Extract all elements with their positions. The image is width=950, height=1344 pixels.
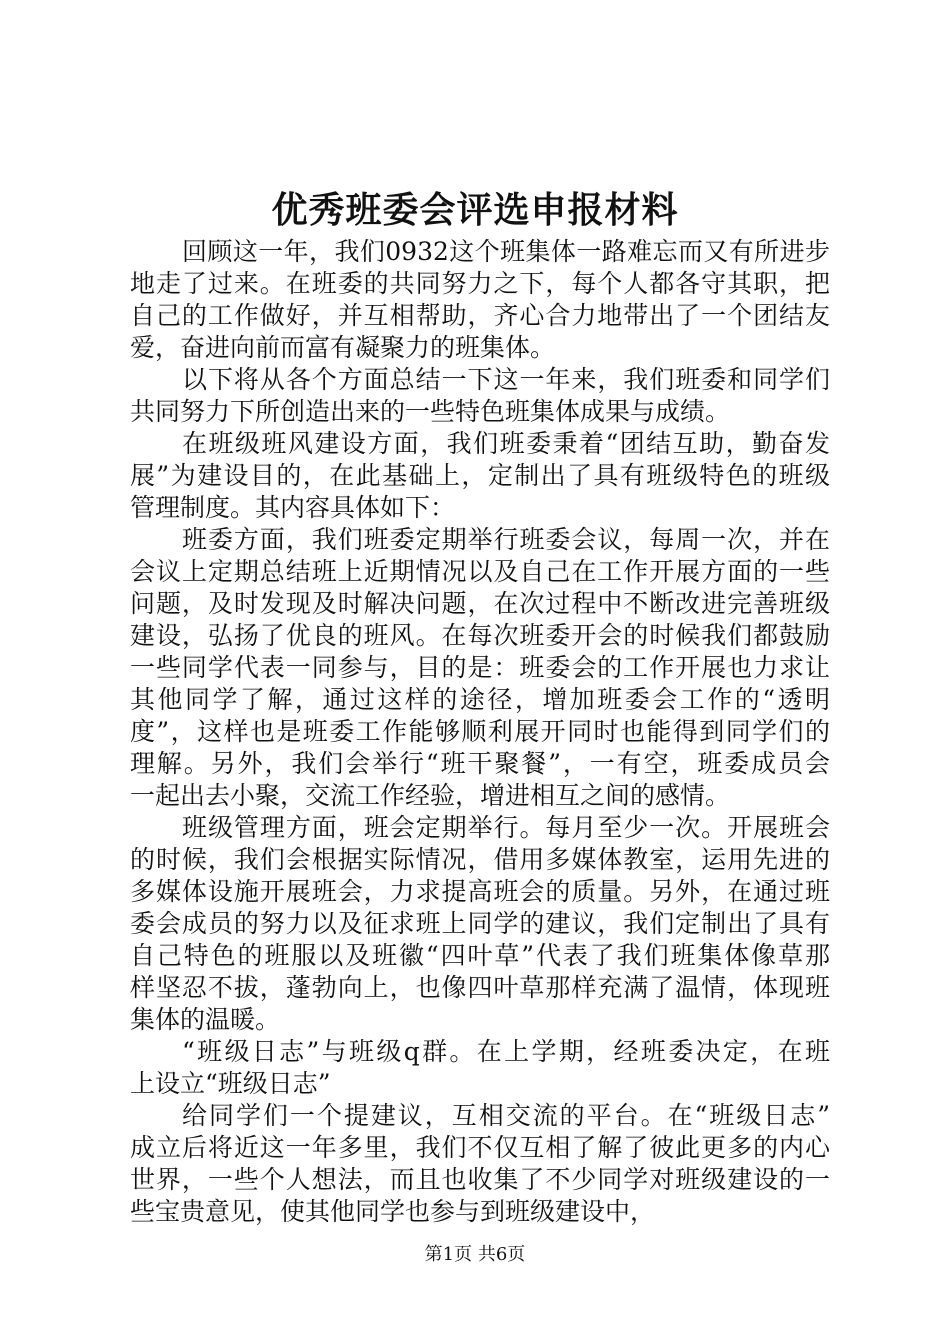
text-line: 上设立“班级日志”: [130, 1069, 331, 1098]
document-body: [130, 236, 830, 1228]
text-line: 以下将从各个方面总结一下这一年来，我们班委和同学们: [182, 365, 830, 394]
text-line: 集体的温暖。: [130, 1005, 281, 1034]
text-line: 班委方面，我们班委定期举行班委会议，每周一次，并在: [182, 525, 830, 554]
text-line: 理解。另外，我们会举行“班干聚餐”，一有空，班委成员会: [130, 749, 830, 778]
text-line: 展”为建设目的，在此基础上，定制出了具有班级特色的班级: [130, 461, 830, 490]
text-line: 共同努力下所创造出来的一些特色班集体成果与成绩。: [130, 397, 731, 426]
text-line: 在班级班风建设方面，我们班委秉着“团结互助，勤奋发: [182, 429, 830, 458]
text-line: 成立后将近这一年多里，我们不仅互相了解了彼此更多的内心: [130, 1133, 830, 1162]
text-line: 委会成员的努力以及征求班上同学的建议，我们定制出了具有: [130, 909, 830, 938]
text-line: 一些同学代表一同参与，目的是：班委会的工作开展也力求让: [130, 653, 830, 682]
text-line: 地走了过来。在班委的共同努力之下，每个人都各守其职，把: [130, 269, 830, 298]
text-line: “班级日志”与班级q群。在上学期，经班委决定，在班: [182, 1037, 830, 1066]
text-line: 其他同学了解，通过这样的途径，增加班委会工作的“透明: [130, 685, 830, 714]
text-line: 会议上定期总结班上近期情况以及自己在工作开展方面的一些: [130, 557, 830, 586]
text-line: 建设，弘扬了优良的班风。在每次班委开会的时候我们都鼓励: [130, 621, 830, 650]
text-line: 班级管理方面，班会定期举行。每月至少一次。开展班会: [182, 813, 830, 842]
document-title: 优秀班委会评选申报材料: [271, 189, 679, 231]
text-line: 回顾这一年，我们0932这个班集体一路难忘而又有所进步: [182, 237, 830, 266]
text-line: 爱，奋进向前而富有凝聚力的班集体。: [130, 333, 556, 362]
text-line: 多媒体设施开展班会，力求提高班会的质量。另外，在通过班: [130, 877, 830, 906]
text-line: 管理制度。其内容具体如下：: [130, 493, 456, 522]
text-line: 度”，这样也是班委工作能够顺利展开同时也能得到同学们的: [130, 717, 830, 746]
text-line: 自己的工作做好，并互相帮助，齐心合力地带出了一个团结友: [130, 301, 830, 330]
text-line: 一起出去小聚，交流工作经验，增进相互之间的感情。: [130, 781, 731, 810]
text-line: 给同学们一个提建议，互相交流的平台。在“班级日志”: [182, 1101, 830, 1130]
text-line: 世界，一些个人想法，而且也收集了不少同学对班级建设的一: [130, 1165, 830, 1194]
text-line: 的时候，我们会根据实际情况，借用多媒体教室，运用先进的: [130, 845, 830, 874]
text-line: 样坚忍不拔，蓬勃向上，也像四叶草那样充满了温情，体现班: [130, 973, 830, 1002]
text-line: 问题，及时发现及时解决问题，在次过程中不断改进完善班级: [130, 589, 830, 618]
text-line: 自己特色的班服以及班徽“四叶草”代表了我们班集体像草那: [130, 941, 830, 970]
page-footer: 第1页 共6页: [424, 1244, 526, 1265]
text-line: 些宝贵意见，使其他同学也参与到班级建设中，: [130, 1197, 656, 1226]
